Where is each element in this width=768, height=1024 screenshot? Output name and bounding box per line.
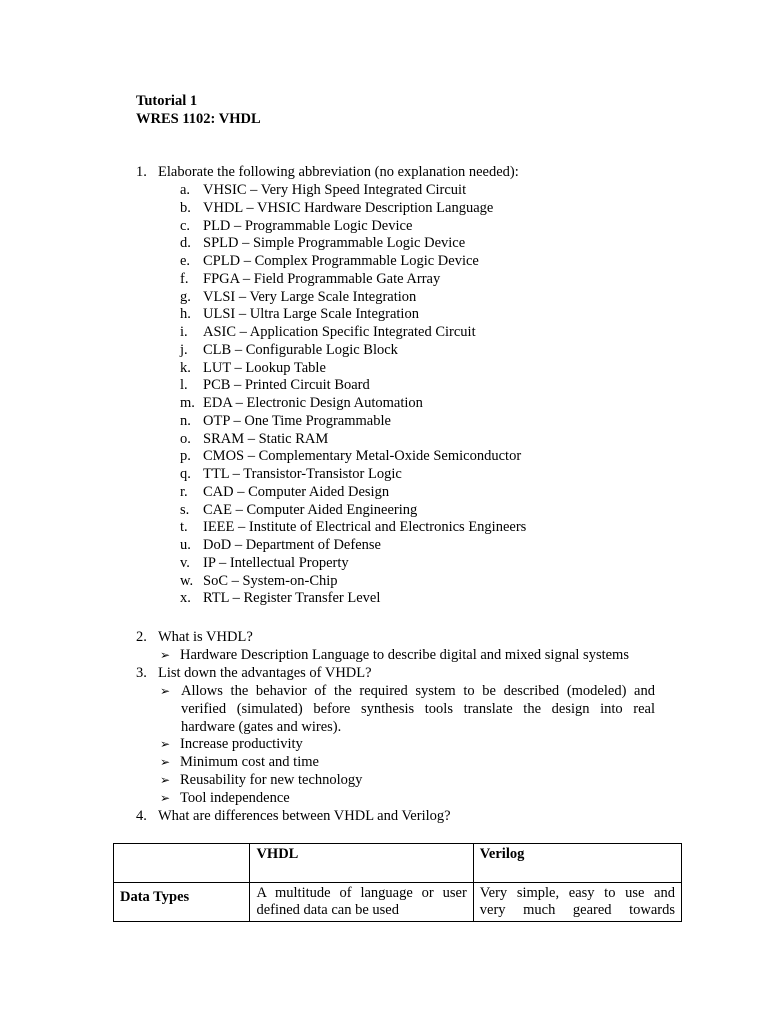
list-item-text: CMOS – Complementary Metal-Oxide Semiconductor (203, 448, 522, 465)
list-item-letter: m. (180, 395, 195, 411)
list-item-text: TTL – Transistor-Transistor Logic (203, 466, 402, 482)
list-item-letter: s. (180, 501, 190, 518)
arrow-bullet-icon: ➢ (160, 755, 171, 769)
arrow-bullet-icon: ➢ (160, 737, 171, 751)
table-header-cell: Verilog (473, 844, 681, 883)
table-cell-line: defined data can be used (256, 902, 399, 918)
advantage-text: Tool independence (180, 790, 290, 806)
list-item-text: CPLD – Complex Programmable Logic Device (203, 253, 479, 269)
list-item-letter: d. (180, 235, 191, 252)
list-item-letter: a. (180, 182, 191, 198)
advantage-paragraph (181, 682, 655, 736)
table-header-cell: VHDL (250, 844, 473, 883)
question-1 (136, 164, 519, 181)
list-item-text: DoD – Department of Defense (203, 537, 381, 553)
list-item-letter: t. (180, 519, 188, 536)
list-item-letter: n. (180, 412, 191, 429)
list-item-text: PLD – Programmable Logic Device (203, 217, 413, 234)
list-item-text: CLB – Configurable Logic Block (203, 341, 398, 358)
list-item-text: ASIC – Application Specific Integrated Circuit (203, 324, 476, 340)
list-item-text: LUT – Lookup Table (203, 359, 326, 376)
list-item-text: CAD – Computer Aided Design (203, 483, 390, 500)
advantage-line: Allows the behavior of the required system to be described (modeled) and (181, 683, 655, 699)
list-item-letter: c. (180, 217, 191, 234)
answer-text: Hardware Description Language to describe digital and mixed signal systems (180, 647, 629, 663)
table-cell-line: A multitude of language or user (256, 885, 467, 901)
list-item-letter: l. (180, 377, 188, 394)
list-item-text: VLSI – Very Large Scale Integration (203, 288, 417, 305)
question-2 (136, 629, 253, 646)
table-cell (473, 883, 681, 922)
list-item-letter: p. (180, 448, 191, 465)
question-text: What is VHDL? (158, 629, 253, 645)
question-3 (136, 665, 372, 682)
list-item-letter: g. (180, 288, 191, 305)
table-row (114, 883, 682, 922)
list-item-text: IP – Intellectual Property (203, 554, 349, 571)
list-item-text: ULSI – Ultra Large Scale Integration (203, 306, 419, 323)
arrow-bullet-icon: ➢ (160, 684, 171, 698)
question-text: What are differences between VHDL and Verilog? (158, 808, 451, 824)
question-text: List down the advantages of VHDL? (158, 665, 372, 681)
question-number: 2. (136, 629, 147, 645)
list-item-letter: k. (180, 359, 191, 376)
list-item-letter: w. (180, 572, 194, 589)
list-item-text: OTP – One Time Programmable (203, 412, 391, 429)
advantage-text: Reusability for new technology (180, 772, 363, 788)
advantage-text: Increase productivity (180, 736, 303, 752)
answer-bullet (160, 647, 629, 664)
list-item-text: VHDL – VHSIC Hardware Description Language (203, 199, 494, 216)
advantage-bullet (160, 790, 290, 807)
advantage-bullet (160, 736, 303, 753)
question-number: 1. (136, 164, 147, 180)
comparison-table (113, 843, 682, 922)
list-item-text: RTL – Register Transfer Level (203, 590, 381, 607)
table-row-label: Data Types (114, 883, 250, 922)
list-item-text: VHSIC – Very High Speed Integrated Circuit (203, 182, 467, 198)
arrow-bullet-icon: ➢ (160, 773, 171, 787)
list-item-text: FPGA – Field Programmable Gate Array (203, 270, 441, 287)
list-item-text: PCB – Printed Circuit Board (203, 377, 370, 394)
question-4 (136, 808, 451, 825)
list-item-letter: h. (180, 306, 191, 323)
question-number: 4. (136, 808, 147, 824)
advantage-bullet (160, 754, 319, 771)
advantage-line: hardware (gates and wires). (181, 719, 342, 735)
table-header-row (114, 844, 682, 883)
arrow-bullet-icon: ➢ (160, 648, 171, 662)
list-item-letter: u. (180, 537, 191, 553)
table-header-cell (114, 844, 250, 883)
list-item-text: SRAM – Static RAM (203, 430, 329, 447)
tutorial-title: Tutorial 1 (136, 93, 198, 109)
table-cell-line: very much geared towards (479, 902, 675, 918)
table-cell-line: Very simple, easy to use and (479, 885, 675, 901)
list-item-letter: o. (180, 430, 191, 447)
question-text: Elaborate the following abbreviation (no explanation needed): (158, 164, 519, 180)
list-item-text: IEEE – Institute of Electrical and Electronics Engineers (203, 519, 527, 536)
list-item-letter: j. (180, 341, 188, 358)
table-cell (250, 883, 473, 922)
list-item-text: SoC – System-on-Chip (203, 572, 338, 589)
advantage-bullet (160, 683, 180, 700)
arrow-bullet-icon: ➢ (160, 791, 171, 805)
list-item-letter: i. (180, 324, 188, 340)
list-item-letter: e. (180, 253, 191, 269)
list-item-letter: f. (180, 270, 189, 287)
list-item-letter: r. (180, 483, 188, 500)
advantage-bullet (160, 772, 362, 789)
advantage-text: Minimum cost and time (180, 754, 319, 770)
list-item-text: CAE – Computer Aided Engineering (203, 501, 418, 518)
advantage-line: verified (simulated) before synthesis tools translate the design into real (181, 701, 655, 717)
list-item-letter: q. (180, 466, 191, 482)
list-item-letter: b. (180, 199, 191, 216)
list-item-text: SPLD – Simple Programmable Logic Device (203, 235, 466, 252)
list-item-text: EDA – Electronic Design Automation (203, 395, 423, 411)
list-item-letter: v. (180, 554, 190, 571)
list-item-letter: x. (180, 590, 191, 607)
question-number: 3. (136, 665, 147, 681)
course-title: WRES 1102: VHDL (136, 111, 261, 127)
